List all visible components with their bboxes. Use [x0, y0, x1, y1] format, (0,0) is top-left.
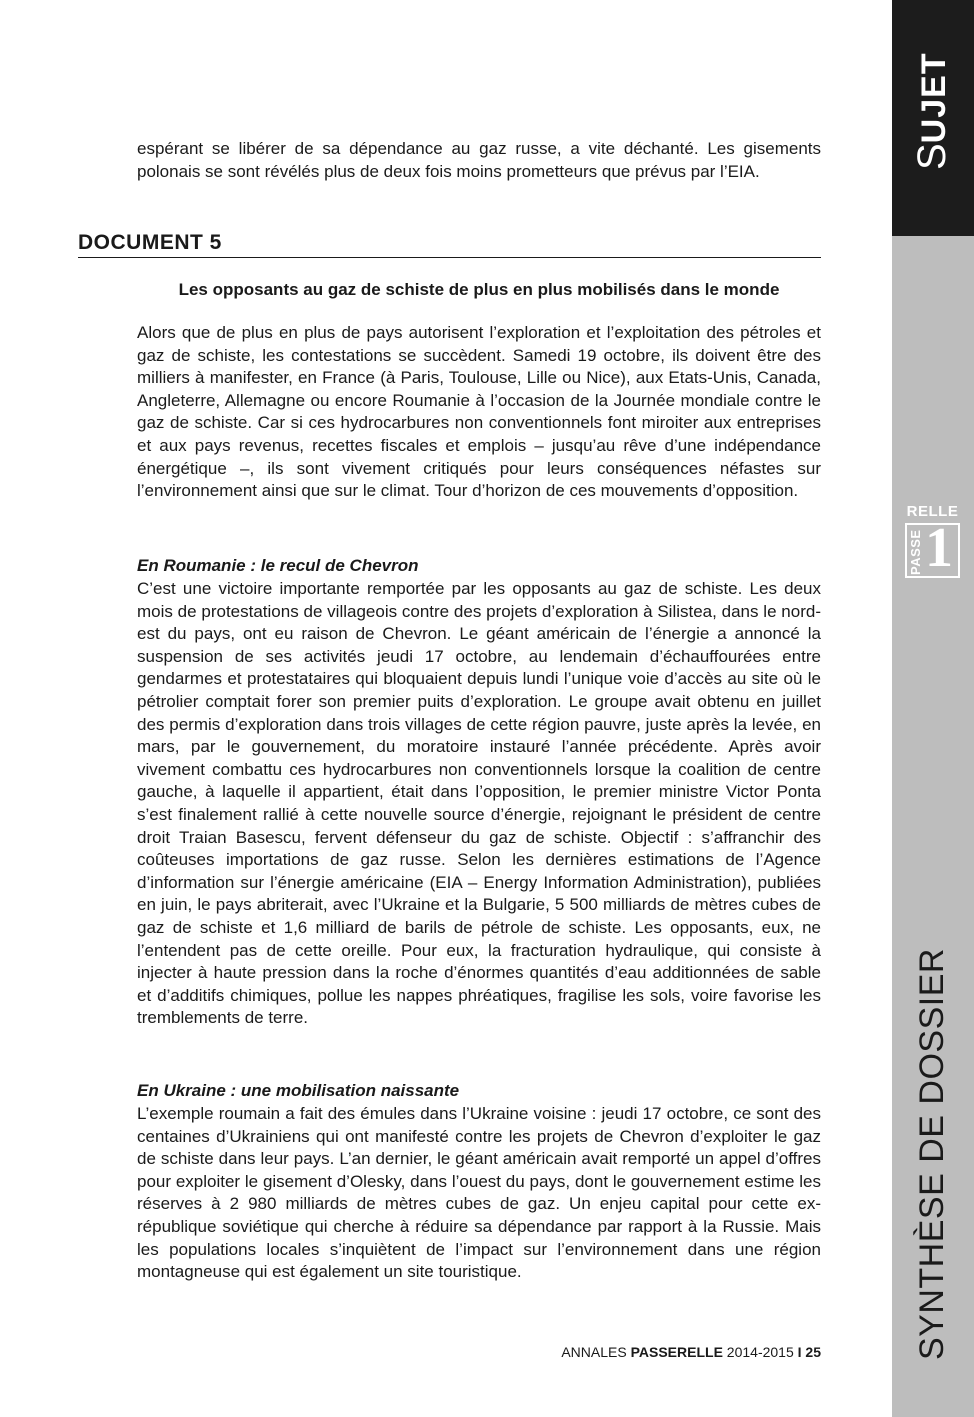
section-heading-ukraine: En Ukraine : une mobilisation naissante: [137, 1081, 460, 1100]
footer-brand: PASSERELLE: [630, 1344, 723, 1360]
page-footer: [500, 1343, 821, 1361]
logo-side-text: PASSE: [908, 529, 923, 575]
document-heading: DOCUMENT 5: [78, 229, 821, 258]
page-number: I 25: [797, 1344, 821, 1360]
section-body-ukraine: L’exemple roumain a fait des émules dans l’Ukraine voisine : jeudi 17 octobre, ce sont des centaines d’Ukrainiens qui ont manifesté contre les projets de Chevron d’exploiter le gaz de schiste dans leur pays. L’an dernier, le géant américain avait remporté un appel d’offres pour exploiter le gisement d’Olesky, dans l’ouest du pays, dont le gouvernement estime les réserves à 2 980 milliards de mètres cubes de gaz. Un enjeu capital pour cette ex-république soviétique qui cherche à réduire sa dépendance par rapport à la Russie. Mais les populations locales s’inquiètent de l’impact sur l’environnement dans une région montagneuse qui est également un site touristique.: [137, 1104, 821, 1282]
document-title: Les opposants au gaz de schiste de plus en plus mobilisés dans le monde: [178, 280, 780, 299]
footer-years: 2014-2015: [722, 1344, 798, 1360]
passerelle-logo: [905, 502, 960, 578]
sujet-initial: S: [910, 143, 954, 170]
section-body-roumanie: C’est une victoire importante remportée par les opposants au gaz de schiste. Les deux mois de protestations de villageois contre des projets d’exploration à Silistea, dans le nord-est du pays, ont eu raison de Chevron. Le géant américain de l’énergie a annoncé la suspension de ses activités jeudi 17 octobre, au lendemain d’échauffourées entre gendarmes et protestataires qui bloquaient depuis lundi l’unique voie d’accès au site où le pétrolier comptait forer son premier puits d’exploration. Le groupe avait obtenu en juillet des permis d’exploration dans trois villages de cette région pauvre, juste après la levée, en mars, par le gouvernement, du moratoire instauré l’année précédente. Après avoir vivement combattu ces hydrocarbures non conventionnels lorsque la coalition de centre gauche, à laquelle il appartient, était dans l’opposition, le premier ministre Victor Ponta s’est finalement rallié à cette nouvelle source d’énergie, rejoignant le président de centre droit Traian Basescu, fervent défenseur du gaz de schiste. Objectif : s’affranchir des coûteuses importations de gaz russe. Selon les dernières estimations de l’Agence d’information sur l’énergie américaine (EIA – Energy Information Administration), publiées en juin, le pays abriterait, avec l’Ukraine et la Bulgarie, 5 500 milliards de mètres cubes de gaz de schiste et 1,6 milliard de barils de pétrole de schiste. Les opposants, eux, ne l’entendent pas de cette oreille. Pour eux, la fracturation hydraulique, qui consiste à injecter à haute pression dans la roche d’énormes quantités d’eau additionnées de sable et d’additifs chimiques, pollue les nappes phréatiques, fragilise les sols, voire favorise les tremblements de terre.: [137, 579, 821, 1028]
footer-prefix: ANNALES: [561, 1344, 631, 1360]
sujet-rest: UJET: [915, 52, 953, 144]
logo-top-text: RELLE: [906, 503, 959, 520]
section-tab-sujet: [912, 52, 954, 170]
logo-number: 1: [925, 517, 953, 579]
document-intro-paragraph: Alors que de plus en plus de pays autorisent l’exploration et l’exploitation des pétroles et gaz de schiste, les contestations se succèdent. Samedi 19 octobre, ils doivent être des milliers à manifester, en France (à Paris, Toulouse, Lille ou Nice), aux Etats-Unis, Canada, Angleterre, Allemagne ou encore Roumanie à l’occasion de la Journée mondiale contre le gaz de schiste. Car si ces hydrocarbures non conventionnels font miroiter aux entreprises et aux pays revenus, recettes fiscales et emplois – jusqu’au rêve d’une indépendance énergétique –, ils sont vivement critiqués pour leurs conséquences néfastes sur l’environnement ainsi que sur le climat. Tour d’horizon de ces mouvements d’opposition.: [137, 323, 821, 501]
section-heading-roumanie: En Roumanie : le recul de Chevron: [137, 556, 419, 575]
section-label-synthese: SYNTHÈSE DE DOSSIER: [913, 948, 951, 1360]
previous-document-continuation: espérant se libérer de sa dépendance au gaz russe, a vite déchanté. Les gisements polonais se sont révélés plus de deux fois moins prometteurs que prévus par l’EIA.: [137, 139, 821, 181]
